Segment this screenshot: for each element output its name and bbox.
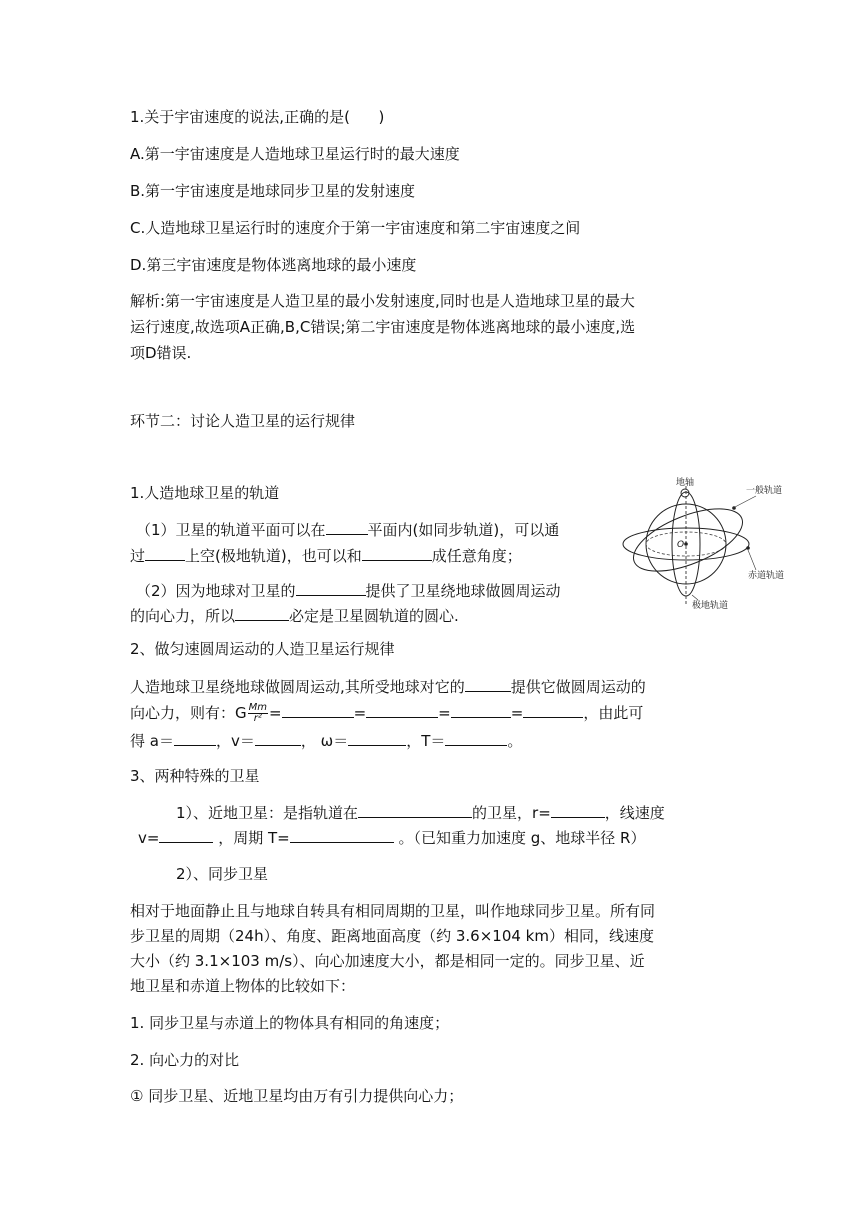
blank-field[interactable] [445, 730, 507, 746]
text: 上空(极地轨道)，也可以和 [185, 547, 362, 565]
text: v= [138, 829, 160, 847]
text: 1）、近地卫星：是指轨道在 [176, 804, 359, 822]
text: 必定是卫星圆轨道的圆心. [289, 607, 459, 625]
blank-field[interactable] [255, 730, 301, 746]
text: 过 [130, 547, 146, 565]
sync-paragraph-line-4: 地卫星和赤道上物体的比较如下： [130, 977, 356, 995]
comparison-item-3: ① 同步卫星、近地卫星均由万有引力提供向心力； [130, 1087, 464, 1105]
near-earth-line-1 [176, 802, 665, 824]
uniform-line-2 [130, 702, 643, 724]
orbit-heading: 1.人造地球卫星的轨道 [130, 484, 280, 502]
blank-field[interactable] [235, 605, 289, 621]
text: ，由此可 [583, 704, 644, 722]
blank-field[interactable] [145, 545, 185, 561]
option-c: C.人造地球卫星运行时的速度介于第一宇宙速度和第二宇宙速度之间 [130, 219, 581, 237]
text: ， ω＝ [300, 732, 349, 750]
text: 的向心力，所以 [130, 607, 236, 625]
analysis-line-1: 解析:第一宇宙速度是人造卫星的最小发射速度,同时也是人造地球卫星的最大 [130, 292, 635, 310]
text: 人造地球卫星绕地球做圆周运动,其所受地球对它的 [130, 678, 465, 696]
label-polar-orbit: 极地轨道 [692, 601, 729, 611]
text: 提供了卫星绕地球做圆周运动 [365, 582, 561, 600]
blank-field[interactable] [523, 702, 583, 718]
blank-field[interactable] [348, 730, 406, 746]
analysis-line-2: 运行速度,故选项A正确,B,C错误;第二宇宙速度是物体逃离地球的最小速度,选 [130, 318, 636, 336]
text: ，周期 T= [213, 829, 290, 847]
text: ，T＝ [406, 732, 446, 750]
blank-field[interactable] [451, 702, 511, 718]
equals: = [353, 704, 367, 722]
equals: = [269, 704, 282, 722]
comparison-item-1: 1. 同步卫星与赤道上的物体具有相同的角速度； [130, 1014, 450, 1032]
fraction-denominator: r² [253, 713, 262, 724]
text: 得 a＝ [130, 732, 174, 750]
fraction-numerator: Mm [248, 702, 267, 713]
equals: = [438, 704, 451, 722]
text: 提供它做圆周运动的 [510, 678, 646, 696]
blank-field[interactable] [282, 702, 354, 718]
text: （1）卫星的轨道平面可以在 [136, 521, 326, 539]
uniform-line-3 [130, 730, 522, 752]
text: 成任意角度； [431, 547, 522, 565]
label-equator-orbit: 赤道轨道 [748, 571, 785, 581]
analysis-line-3: 项D错误. [130, 344, 192, 362]
sync-paragraph-line-3: 大小（约 3.1×103 m/s）、向心加速度大小，都是相同一定的。同步卫星、近 [130, 952, 645, 970]
sync-paragraph-line-1: 相对于地面静止且与地球自转具有相同周期的卫星，叫作地球同步卫星。所有同 [130, 902, 656, 920]
equals: = [510, 704, 524, 722]
orbit-paragraph-1-line-2 [130, 545, 522, 567]
option-d: D.第三宇宙速度是物体逃离地球的最小速度 [130, 256, 417, 274]
text: 平面内(如同步轨道)，可以通 [367, 521, 560, 539]
orbit-diagram [618, 474, 788, 614]
text: ，线速度 [604, 804, 665, 822]
text: 。 [507, 732, 523, 750]
blank-field[interactable] [465, 676, 511, 692]
label-general-orbit: 一般轨道 [746, 486, 783, 496]
sync-satellite-heading: 2）、同步卫星 [176, 865, 269, 883]
label-center: O [677, 540, 685, 550]
sync-paragraph-line-2: 步卫星的周期（24h）、角度、距离地面高度（约 3.6×104 km）相同，线速度 [130, 927, 654, 945]
text: 向心力，则有：G [130, 704, 247, 722]
orbit-paragraph-1-line-1 [136, 519, 559, 541]
blank-field[interactable] [296, 580, 366, 596]
question-stem: 1.关于宇宙速度的说法,正确的是( ) [130, 108, 385, 126]
text: 的卫星，r= [472, 804, 551, 822]
near-earth-line-2 [138, 827, 645, 849]
text: ，v＝ [215, 732, 255, 750]
blank-field[interactable] [290, 827, 394, 843]
blank-field[interactable] [366, 702, 438, 718]
fraction [248, 703, 268, 724]
special-heading: 3、两种特殊的卫星 [130, 767, 260, 785]
orbit-paragraph-2-line-2 [130, 605, 459, 627]
comparison-item-2: 2. 向心力的对比 [130, 1051, 240, 1069]
label-axis: 地轴 [676, 478, 695, 488]
blank-field[interactable] [358, 802, 472, 818]
text: （2）因为地球对卫星的 [136, 582, 296, 600]
blank-field[interactable] [362, 545, 432, 561]
blank-field[interactable] [159, 827, 213, 843]
uniform-line-1 [130, 676, 646, 698]
text: 。（已知重力加速度 g、地球半径 R） [393, 829, 646, 847]
option-b: B.第一宇宙速度是地球同步卫星的发射速度 [130, 182, 416, 200]
section-title: 环节二：讨论人造卫星的运行规律 [130, 412, 356, 430]
blank-field[interactable] [174, 730, 216, 746]
option-a: A.第一宇宙速度是人造地球卫星运行时的最大速度 [130, 145, 460, 163]
blank-field[interactable] [551, 802, 605, 818]
blank-field[interactable] [326, 519, 368, 535]
uniform-heading: 2、做匀速圆周运动的人造卫星运行规律 [130, 640, 395, 658]
orbit-paragraph-2-line-1 [136, 580, 561, 602]
